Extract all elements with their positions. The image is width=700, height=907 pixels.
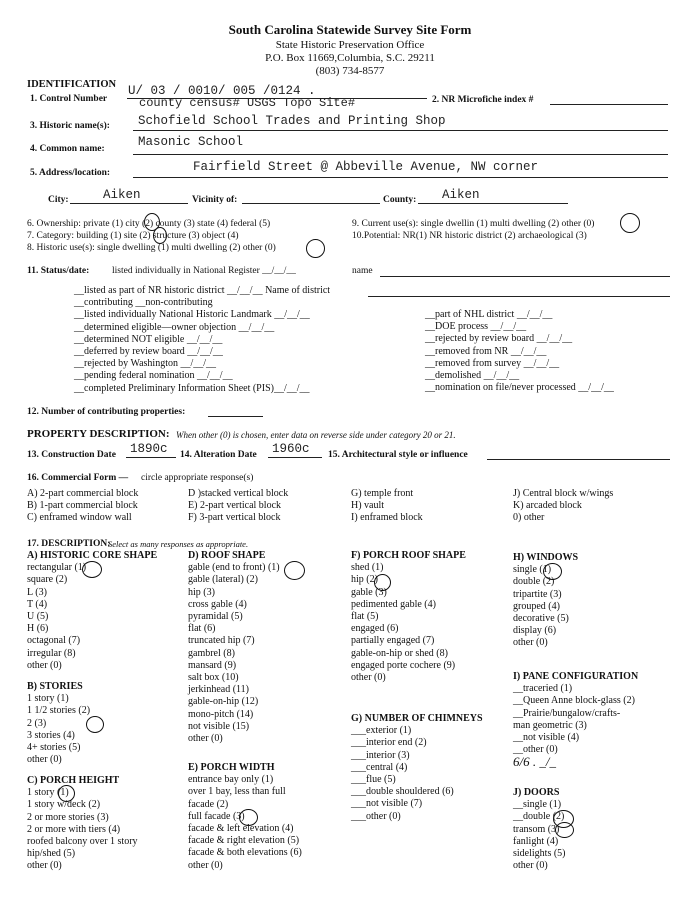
status-right-item: __part of NHL district __/__/__ [425,309,553,320]
porch-roof-item: gable (3) [351,586,387,598]
circle-building [153,227,167,244]
alteration-value[interactable]: 1960c [272,442,310,456]
stories-list [27,681,90,766]
core-shape-item: square (2) [27,574,68,586]
porch-width-title: E) PORCH WIDTH [188,762,275,773]
core-shape-item: T (4) [27,598,48,610]
commercial-heading: 16. Commercial Form — [27,473,129,483]
chimneys-item: ___flue (5) [351,774,396,786]
historic-name-label: 3. Historic name(s): [30,121,110,131]
status-right-item: __nomination on file/never processed __/__/__ [425,382,614,394]
commercial-col-3 [351,488,423,525]
roof-shape-item: gambrel (8) [188,647,235,659]
porch-height-item: other (0) [27,860,62,872]
porch-roof-list [351,550,466,684]
pane-item: __traceried (1) [513,683,573,695]
status-right-item: __DOE process __/__/__ [425,321,527,333]
commercial-item: F) 3-part vertical block [188,512,281,524]
microfiche-label: 2. NR Microfiche index # [432,95,534,105]
circle-full-facade [239,809,258,826]
doors-item: transom (3) [513,823,560,835]
pane-list [513,671,638,769]
porch-roof-item: partially engaged (7) [351,635,435,647]
roof-shape-item: not visible (15) [188,720,250,732]
status-right-item: __demolished __/__/__ [425,370,520,382]
commercial-col-2 [188,488,288,525]
porch-width-item: facade & both elevations (6) [188,847,302,859]
stories-item: 3 stories (4) [27,729,75,741]
porch-roof-item: gable-on-hip or shed (8) [351,647,448,659]
circle-current-other [620,213,640,233]
porch-width-item: facade & left elevation (4) [188,823,294,835]
status-right-item: __removed from survey __/__/__ [425,357,560,369]
porch-height-item: 2 or more with tiers (4) [27,823,121,835]
category-line: 7. Category: building (1) site (2) structure (3) object (4) [27,231,239,241]
pane-item: __other (0) [513,744,558,756]
circle-rectangular [82,561,102,578]
porch-height-item: 1 story w/deck (2) [27,799,101,811]
status-left-item: __pending federal nomination __/__/__ [74,370,233,382]
windows-item: single (1) [513,564,552,576]
windows-item: double (2) [513,576,555,588]
description-heading: 17. DESCRIPTION: [27,539,111,549]
roof-shape-list [188,550,280,745]
status-left-item: __completed Preliminary Information Sheet (PIS)__/__/__ [74,382,310,394]
core-shape-item: irregular (8) [27,647,76,659]
common-name-label: 4. Common name: [30,144,105,154]
status-left-item: __determined eligible—owner objection __/__/__ [74,321,275,333]
office-phone: (803) 734-8577 [315,65,385,77]
current-use-line: 9. Current use(s): single dwellin (1) multi dwelling (2) other (0) [352,219,595,229]
porch-width-item: facade (2) [188,798,229,810]
identification-heading: IDENTIFICATION [27,79,117,90]
roof-shape-item: salt box (10) [188,672,239,684]
porch-height-item: 2 or more stories (3) [27,811,109,823]
status-left-item: __deferred by review board __/__/__ [74,346,223,358]
commercial-sub: circle appropriate response(s) [141,473,254,483]
pane-item: man geometric (3) [513,719,587,731]
porch-height-item: roofed balcony over 1 story [27,836,138,848]
construction-label: 13. Construction Date [27,450,116,460]
chimneys-item: ___not visible (7) [351,798,423,810]
porch-roof-item: other (0) [351,672,386,684]
historic-use-line: 8. Historic use(s): single dwelling (1) multi dwelling (2) other (0) [27,243,276,253]
pane-item: __Prairie/bungalow/crafts- [513,707,621,719]
core-shape-item: H (6) [27,623,49,635]
status-right-item: __rejected by review board __/__/__ [425,333,573,345]
construction-value[interactable]: 1890c [130,442,168,456]
chimneys-title: G) NUMBER OF CHIMNEYS [351,713,483,724]
windows-title: H) WINDOWS [513,552,579,563]
circle-gable-end [284,561,305,580]
stories-item: 4+ stories (5) [27,742,81,754]
office-name: State Historic Preservation Office [275,39,425,51]
property-heading: PROPERTY DESCRIPTION: [27,428,170,440]
control-number-subcaption: county census# USGS Topo Site# [139,96,356,110]
roof-shape-item: mansard (9) [188,659,237,671]
status-right-item: __removed from NR __/__/__ [425,345,547,357]
core-shape-item: U (5) [27,611,49,623]
porch-roof-item: flat (5) [351,611,379,623]
porch-width-item: full facade (3) [188,810,245,822]
commercial-col-4 [513,488,613,525]
potential-line: 10.Potential: NR(1) NR historic district (2) archaeological (3) [352,231,587,241]
commercial-item: B) 1-part commercial block [27,500,138,512]
roof-shape-item: gable (end to front) (1) [188,562,280,574]
porch-roof-item: hip (2) [351,574,378,586]
windows-item: grouped (4) [513,600,560,612]
vicinity-label: Vicinity of: [192,195,238,205]
status-left-list [74,285,330,395]
circle-porch-one-story [58,785,75,802]
county-value[interactable]: Aiken [442,188,480,202]
commercial-col-1 [27,488,138,525]
roof-shape-item: gable (lateral) (2) [188,574,258,586]
doors-item: other (0) [513,860,548,872]
windows-item: tripartite (3) [513,588,562,600]
porch-roof-title: F) PORCH ROOF SHAPE [351,550,466,561]
commercial-item: I) enframed block [351,512,423,524]
control-number-label: 1. Control Number [30,94,108,104]
roof-shape-title: D) ROOF SHAPE [188,550,266,561]
porch-height-item: hip/shed (5) [27,848,76,860]
chimneys-item: ___exterior (1) [351,725,412,737]
city-label: City: [48,195,69,205]
office-address: P.O. Box 11669,Columbia, S.C. 29211 [265,52,435,64]
roof-shape-item: mono-pitch (14) [188,708,254,720]
porch-height-item: 1 story (1) [27,787,69,799]
porch-width-item: other (0) [188,859,223,871]
roof-shape-item: flat (6) [188,623,216,635]
status-left-item: __contributing __non-contributing [74,297,213,309]
county-label: County: [383,195,417,205]
city-value[interactable]: Aiken [103,188,141,202]
status-right-list [425,309,614,394]
pane-item: __Queen Anne block-glass (2) [513,695,635,707]
roof-shape-item: truncated hip (7) [188,635,255,647]
commercial-item: E) 2-part vertical block [188,500,282,512]
description-note: Select as many responses as appropriate. [108,539,249,549]
circle-stories-two [86,716,104,733]
chimneys-item: ___other (0) [351,810,401,822]
core-shape-item: octagonal (7) [27,635,81,647]
contributing-label: 12. Number of contributing properties: [27,407,186,417]
address-value[interactable]: Fairfield Street @ Abbeville Avenue, NW corner [193,160,539,174]
status-left-item: __determined NOT eligible __/__/__ [74,333,223,345]
commercial-item: J) Central block w/wings [513,488,614,499]
address-label: 5. Address/location: [30,168,111,178]
chimneys-item: ___central (4) [351,761,408,773]
roof-shape-item: other (0) [188,733,223,745]
circle-historic-other [306,239,325,258]
style-label: 15. Architectural style or influence [328,450,468,460]
stories-item: 1 story (1) [27,693,69,705]
alteration-label: 14. Alteration Date [180,450,257,460]
core-shape-title: A) HISTORIC CORE SHAPE [27,550,158,561]
status-nr-listed: listed individually in National Register __/__/__ [112,266,296,276]
circle-door-transom [555,822,574,838]
pane-item: 6/6 . _/_ [513,754,556,770]
porch-roof-item: shed (1) [351,562,384,574]
windows-item: other (0) [513,637,548,649]
roof-shape-item: hip (3) [188,586,215,598]
roof-shape-item: pyramidal (5) [188,611,243,623]
chimneys-item: ___interior end (2) [351,737,427,749]
commercial-item: K) arcaded block [513,500,582,512]
commercial-item: 0) other [513,512,545,524]
porch-height-list [27,775,138,873]
doors-item: __double (2) [513,811,565,823]
pane-item: __not visible (4) [513,732,580,744]
pane-title: I) PANE CONFIGURATION [513,671,639,682]
commercial-item: H) vault [351,500,385,512]
core-shape-item: L (3) [27,586,47,598]
chimneys-item: ___interior (3) [351,749,410,761]
doors-item: sidelights (5) [513,848,566,860]
porch-roof-item: engaged porte cochere (9) [351,659,456,671]
historic-name-value[interactable]: Schofield School Trades and Printing Shop [138,114,446,128]
property-note: When other (0) is chosen, enter data on reverse side under category 20 or 21. [176,430,456,440]
doors-item: fanlight (4) [513,835,559,847]
stories-title: B) STORIES [27,681,83,692]
common-name-value[interactable]: Masonic School [138,135,244,149]
porch-roof-item: pedimented gable (4) [351,598,436,610]
chimneys-item: ___double shouldered (6) [351,786,454,798]
windows-item: display (6) [513,625,557,637]
circle-porch-hip [374,574,391,591]
roof-shape-item: jerkinhead (11) [188,684,249,696]
commercial-item: G) temple front [351,488,414,499]
status-left-item: __listed as part of NR historic district __/__/__ Name of district [74,285,331,296]
commercial-item: D )stacked vertical block [188,488,289,499]
commercial-item: C) enframed window wall [27,512,132,524]
porch-width-item: entrance bay only (1) [188,774,274,786]
ownership-line: 6. Ownership: private (1) city (2) county (3) state (4) federal (5) [27,219,271,229]
roof-shape-item: gable-on-hip (12) [188,696,259,708]
porch-roof-item: engaged (6) [351,623,399,635]
status-left-item: __listed individually National Historic Landmark __/__/__ [74,309,310,321]
doors-title: J) DOORS [513,787,560,798]
circle-window-single [543,563,562,580]
chimneys-list [351,713,483,823]
doors-item: __single (1) [513,799,562,811]
form-title: South Carolina Statewide Survey Site Form [228,22,472,37]
roof-shape-item: cross gable (4) [188,598,247,610]
stories-item: other (0) [27,754,62,766]
status-label: 11. Status/date: [27,266,90,276]
porch-width-item: over 1 bay, less than full [188,786,286,798]
porch-height-title: C) PORCH HEIGHT [27,775,120,786]
status-left-item: __rejected by Washington __/__/__ [74,358,217,370]
porch-width-item: facade & right elevation (5) [188,835,300,847]
stories-item: 1 1/2 stories (2) [27,705,91,717]
core-shape-item: rectangular (1) [27,562,87,574]
commercial-item: A) 2-part commercial block [27,488,139,499]
status-name-label: name [352,266,373,276]
control-number-value[interactable]: U/ 03 / 0010/ 005 /0124 . [128,84,316,98]
core-shape-item: other (0) [27,659,62,671]
stories-item: 2 (3) [27,717,47,729]
windows-item: decorative (5) [513,613,569,625]
